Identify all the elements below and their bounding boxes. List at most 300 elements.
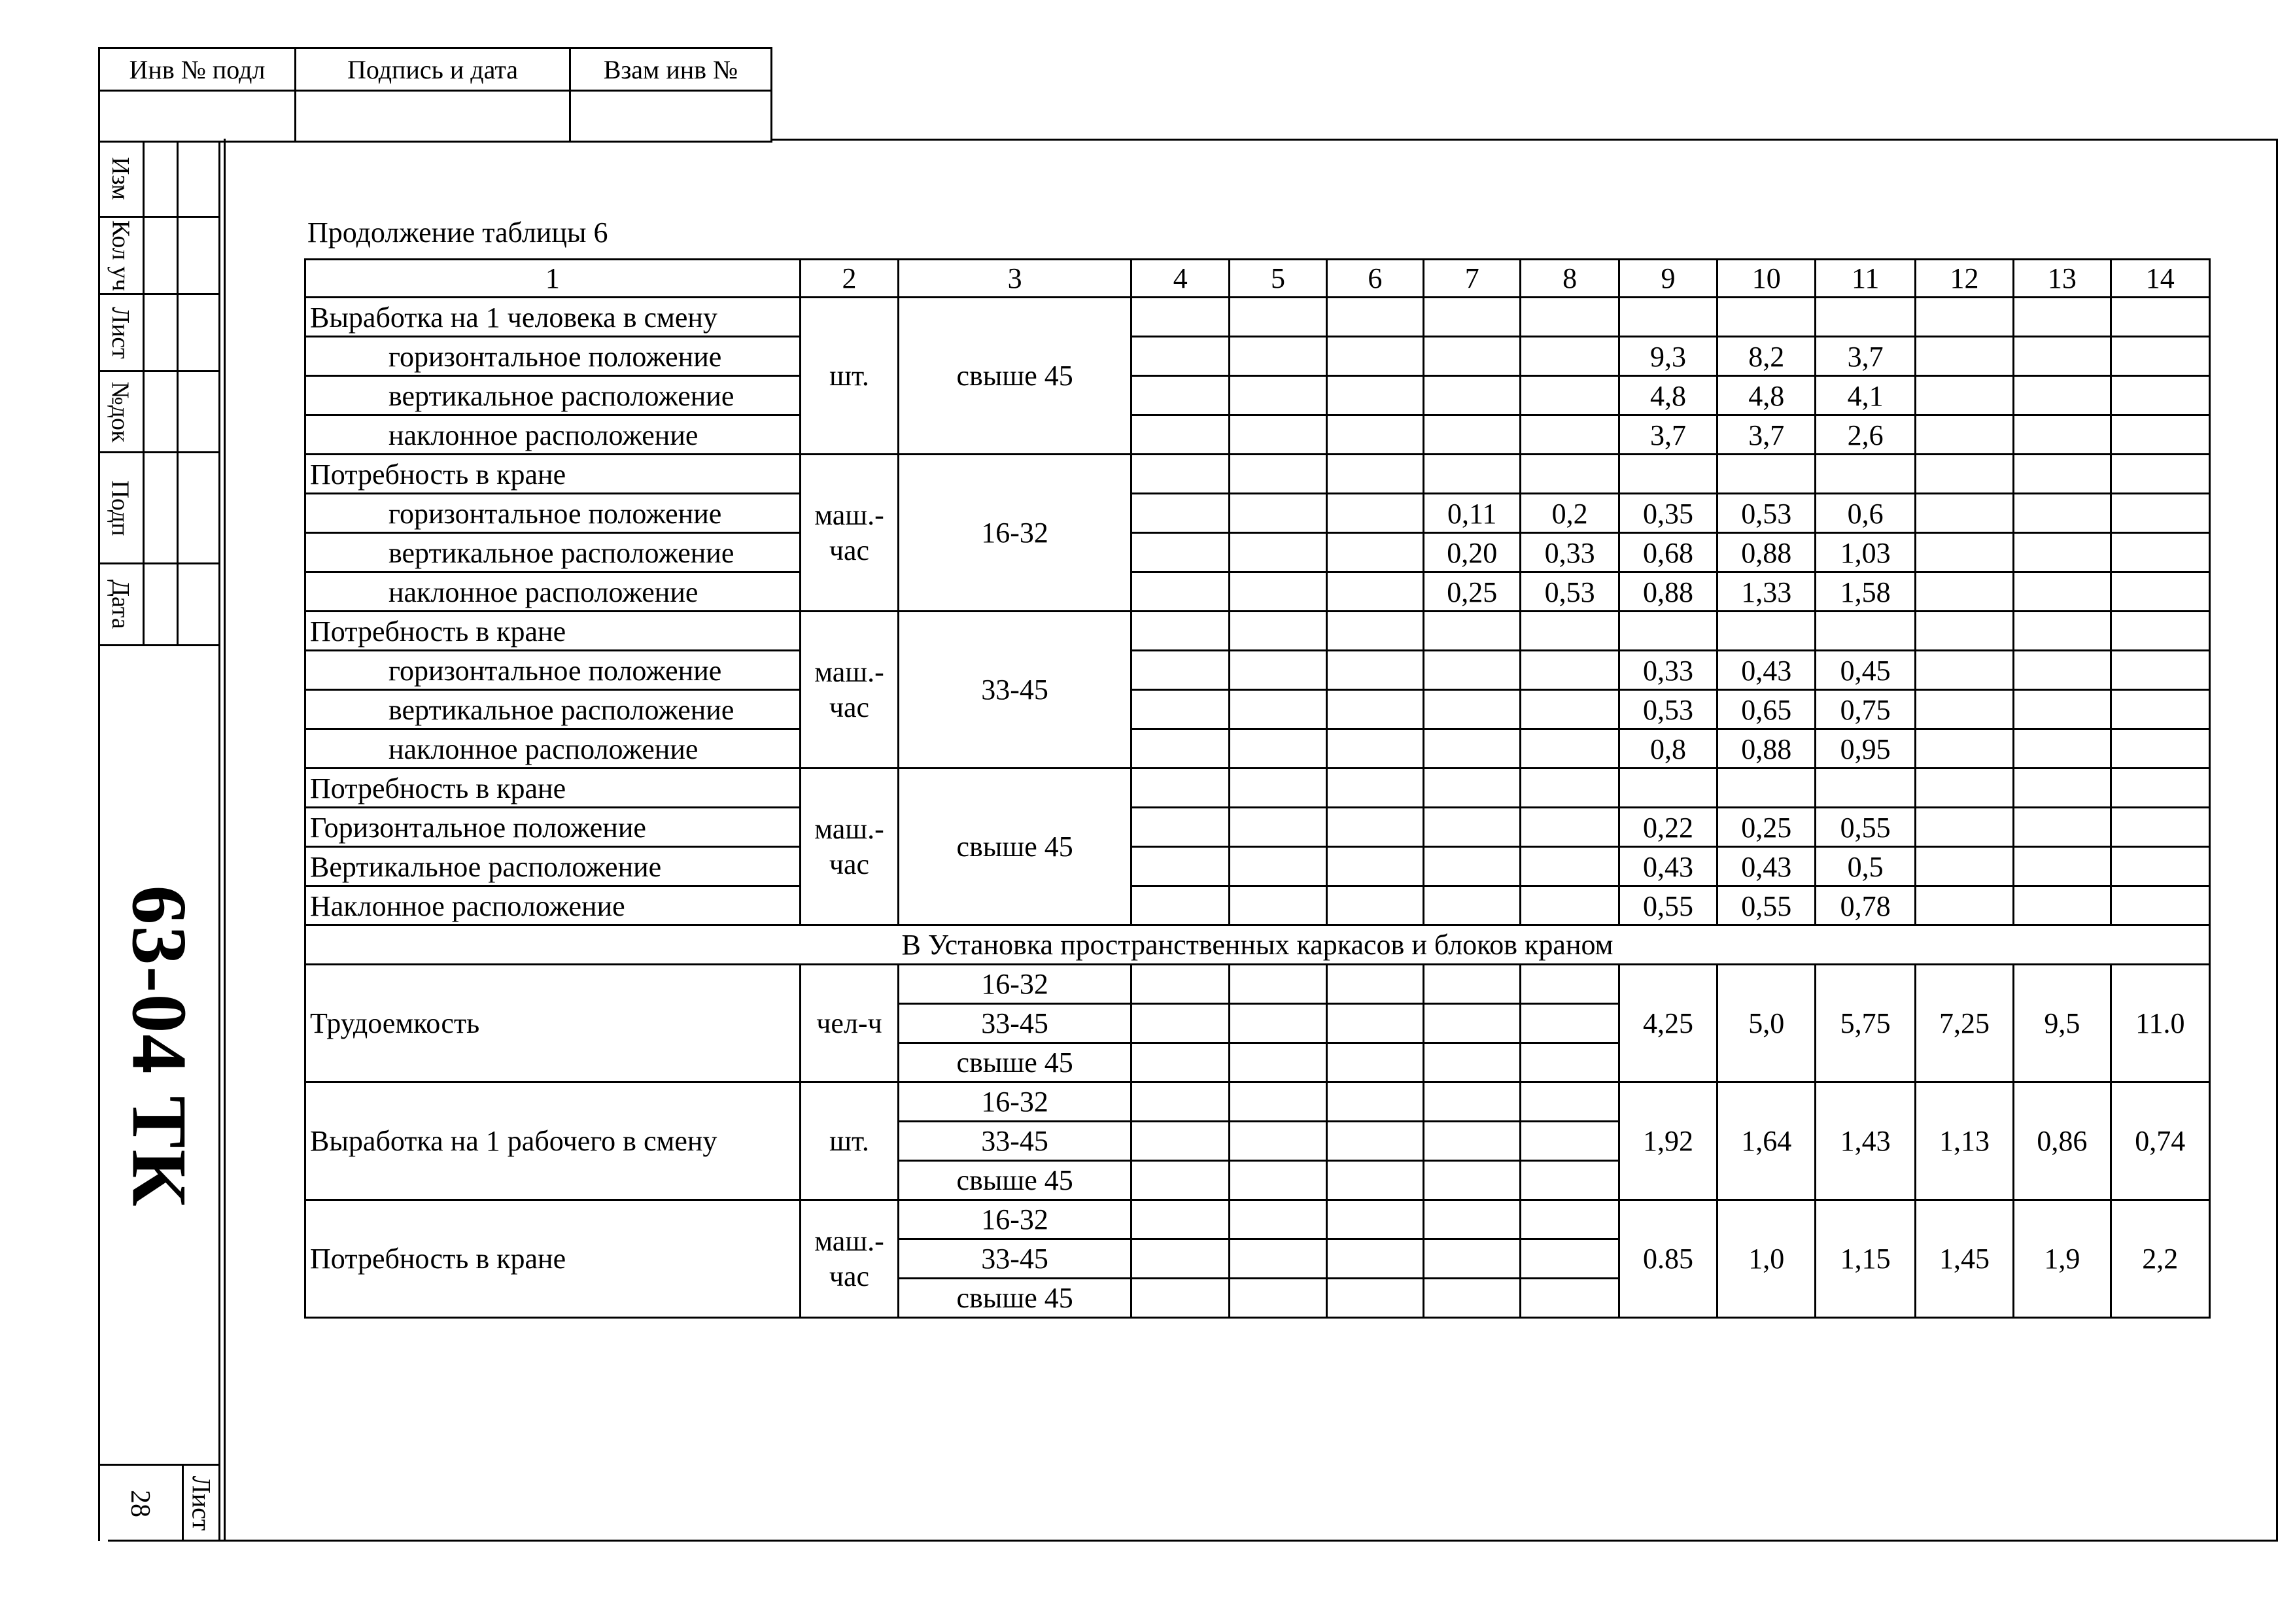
value-cell [1915, 886, 2013, 925]
value-cell [1326, 1279, 1423, 1318]
value-cell: 0,53 [1717, 494, 1816, 533]
value-cell [1131, 612, 1230, 651]
value-cell: 0,78 [1816, 886, 1915, 925]
value-cell [1230, 1004, 1326, 1043]
value-cell [1915, 494, 2013, 533]
range-cell: 33-45 [899, 1122, 1131, 1161]
value-cell [1424, 1239, 1521, 1279]
value-cell [1915, 847, 2013, 886]
range-cell: 16-32 [899, 1082, 1131, 1122]
value-cell: 4,8 [1619, 376, 1717, 415]
range-cell: свыше 45 [899, 298, 1131, 455]
row-label: вертикальное расположение [305, 376, 801, 415]
value-cell: 1,9 [2014, 1200, 2111, 1318]
value-cell: 0,33 [1521, 533, 1619, 572]
value-cell [1131, 1239, 1230, 1279]
value-cell [2014, 651, 2111, 690]
inv-no-label: Инв № подл [99, 48, 296, 91]
value-cell: 1,45 [1915, 1200, 2013, 1318]
value-cell [1424, 1279, 1521, 1318]
value-cell: 2,6 [1816, 415, 1915, 455]
value-cell [1326, 808, 1423, 847]
value-cell [1326, 886, 1423, 925]
value-cell: 0,11 [1424, 494, 1521, 533]
sidebar-label-ndok [98, 372, 143, 451]
value-cell [1230, 886, 1326, 925]
value-cell [1424, 1161, 1521, 1200]
unit-cell: маш.- час [800, 1200, 898, 1318]
value-cell [2014, 847, 2111, 886]
value-cell [2111, 298, 2209, 337]
row-label: Наклонное расположение [305, 886, 801, 925]
value-cell [2014, 494, 2111, 533]
value-cell [1915, 651, 2013, 690]
value-cell: 11.0 [2111, 965, 2209, 1082]
value-cell [1915, 415, 2013, 455]
row-label: наклонное расположение [305, 415, 801, 455]
value-cell [1326, 1004, 1423, 1043]
row-label: горизонтальное положение [305, 651, 801, 690]
value-cell [1619, 298, 1717, 337]
value-cell [1230, 847, 1326, 886]
col-header-11: 11 [1816, 260, 1915, 298]
replaced-inv-value [570, 91, 772, 142]
value-cell [2111, 376, 2209, 415]
col-header-7: 7 [1424, 260, 1521, 298]
table-row [305, 651, 2210, 690]
value-cell [1915, 533, 2013, 572]
value-cell [2014, 572, 2111, 612]
value-cell [2111, 494, 2209, 533]
table-row [305, 729, 2210, 769]
header-row [305, 260, 2210, 298]
section-b-title: В Установка пространственных каркасов и блоков краном [305, 925, 2210, 965]
col-header-14: 14 [2111, 260, 2209, 298]
value-cell [1131, 337, 1230, 376]
col-header-10: 10 [1717, 260, 1816, 298]
value-cell [1326, 1239, 1423, 1279]
table-row [305, 690, 2210, 729]
value-cell [1521, 1122, 1619, 1161]
value-cell [1326, 1043, 1423, 1082]
value-cell [1619, 455, 1717, 494]
value-cell: 0,75 [1816, 690, 1915, 729]
table-row [305, 572, 2210, 612]
value-cell [2111, 886, 2209, 925]
sidebar-label-ndok-text: №док [107, 381, 134, 443]
value-cell [1131, 298, 1230, 337]
range-cell: свыше 45 [899, 1043, 1131, 1082]
unit-cell: маш.- час [800, 455, 898, 612]
value-cell [1131, 965, 1230, 1004]
value-cell [1521, 1279, 1619, 1318]
value-cell [1326, 533, 1423, 572]
value-cell: 7,25 [1915, 965, 2013, 1082]
value-cell [1131, 808, 1230, 847]
value-cell [1131, 1004, 1230, 1043]
value-cell [1521, 1043, 1619, 1082]
value-cell [1326, 651, 1423, 690]
value-cell [1230, 1043, 1326, 1082]
value-cell [1230, 1279, 1326, 1318]
value-cell [1131, 1122, 1230, 1161]
value-cell: 0,86 [2014, 1082, 2111, 1200]
unit-cell: шт. [800, 1082, 898, 1200]
table-row [305, 612, 2210, 651]
sidebar-label-podp [98, 453, 143, 562]
value-cell: 0,25 [1717, 808, 1816, 847]
table-row [305, 808, 2210, 847]
value-cell: 0,43 [1717, 651, 1816, 690]
value-cell [1816, 769, 1915, 808]
unit-cell: шт. [800, 298, 898, 455]
sidebar-label-izm [98, 141, 143, 216]
value-cell [1131, 886, 1230, 925]
value-cell [2014, 886, 2111, 925]
replaced-inv-label: Взам инв № [570, 48, 772, 91]
value-cell [1521, 612, 1619, 651]
value-cell [1619, 612, 1717, 651]
value-cell [1131, 572, 1230, 612]
value-cell: 5,75 [1816, 965, 1915, 1082]
value-cell [1521, 769, 1619, 808]
col-header-8: 8 [1521, 260, 1619, 298]
value-cell: 0.85 [1619, 1200, 1717, 1318]
signature-date-value [296, 91, 570, 142]
range-cell: свыше 45 [899, 1279, 1131, 1318]
value-cell: 2,2 [2111, 1200, 2209, 1318]
value-cell [1717, 298, 1816, 337]
value-cell: 5,0 [1717, 965, 1816, 1082]
range-cell: свыше 45 [899, 769, 1131, 925]
value-cell [1230, 572, 1326, 612]
value-cell [2111, 533, 2209, 572]
col-header-9: 9 [1619, 260, 1717, 298]
table-row [305, 415, 2210, 455]
value-cell [1326, 612, 1423, 651]
doc-code-cell [98, 818, 220, 1275]
table-row [305, 769, 2210, 808]
value-cell [1424, 769, 1521, 808]
value-cell: 1,92 [1619, 1082, 1717, 1200]
value-cell [1915, 690, 2013, 729]
value-cell [1230, 494, 1326, 533]
value-cell [1424, 965, 1521, 1004]
value-cell [1326, 494, 1423, 533]
value-cell: 1,64 [1717, 1082, 1816, 1200]
value-cell [1424, 729, 1521, 769]
signature-date-label: Подпись и дата [296, 48, 570, 91]
value-cell: 0,53 [1619, 690, 1717, 729]
value-cell [1521, 298, 1619, 337]
row-label: Потребность в кране [305, 1200, 801, 1318]
unit-cell: маш.- час [800, 612, 898, 769]
col-header-2: 2 [800, 260, 898, 298]
value-cell [1424, 415, 1521, 455]
value-cell [1915, 572, 2013, 612]
table-row [305, 886, 2210, 925]
inv-no-value [99, 91, 296, 142]
value-cell: 0,20 [1424, 533, 1521, 572]
value-cell [1915, 612, 2013, 651]
table-row [305, 533, 2210, 572]
value-cell [1521, 729, 1619, 769]
value-cell [1424, 298, 1521, 337]
row-label: вертикальное расположение [305, 690, 801, 729]
sheet-label-cell [184, 1466, 218, 1541]
value-cell [1131, 415, 1230, 455]
value-cell [1230, 376, 1326, 415]
value-cell [1230, 1122, 1326, 1161]
value-cell: 1,43 [1816, 1082, 1915, 1200]
value-cell: 4,25 [1619, 965, 1717, 1082]
frame-bottom-line [108, 1540, 2278, 1542]
frame-left-line [224, 139, 226, 1542]
value-cell: 0,88 [1717, 729, 1816, 769]
value-cell [2014, 415, 2111, 455]
value-cell [2014, 808, 2111, 847]
value-cell [2111, 455, 2209, 494]
value-cell [1326, 337, 1423, 376]
range-cell: 33-45 [899, 1239, 1131, 1279]
unit-cell: чел-ч [800, 965, 898, 1082]
col-header-4: 4 [1131, 260, 1230, 298]
value-cell [1326, 1082, 1423, 1122]
value-cell [1230, 1239, 1326, 1279]
value-cell [1424, 808, 1521, 847]
value-cell [2111, 612, 2209, 651]
value-cell: 9,3 [1619, 337, 1717, 376]
value-cell: 0,33 [1619, 651, 1717, 690]
value-cell: 0,43 [1619, 847, 1717, 886]
row-label: Трудоемкость [305, 965, 801, 1082]
sidebar-label-podp-text: Подп [107, 479, 134, 536]
value-cell [2111, 337, 2209, 376]
value-cell [2014, 729, 2111, 769]
value-cell: 0,6 [1816, 494, 1915, 533]
value-cell [1326, 415, 1423, 455]
value-cell [1424, 1200, 1521, 1239]
sidebar-label-list-text: Лист [107, 306, 134, 359]
col-header-13: 13 [2014, 260, 2111, 298]
value-cell [1424, 1004, 1521, 1043]
table-row [305, 847, 2210, 886]
value-cell [1131, 651, 1230, 690]
value-cell [1230, 533, 1326, 572]
value-cell [1521, 376, 1619, 415]
col-header-3: 3 [899, 260, 1131, 298]
value-cell [1326, 729, 1423, 769]
value-cell: 0,25 [1424, 572, 1521, 612]
value-cell: 0,35 [1619, 494, 1717, 533]
value-cell [1326, 690, 1423, 729]
sidebar-label-data-text: Дата [107, 579, 134, 629]
group-title: Выработка на 1 человека в смену [305, 298, 801, 337]
table-row [305, 337, 2210, 376]
value-cell [2111, 808, 2209, 847]
row-label: горизонтальное положение [305, 494, 801, 533]
sidebar-divider-5 [98, 644, 220, 646]
value-cell [1424, 651, 1521, 690]
value-cell [1230, 1082, 1326, 1122]
col-header-6: 6 [1326, 260, 1423, 298]
table-row [305, 1082, 2210, 1122]
value-cell [1717, 455, 1816, 494]
range-cell: 16-32 [899, 965, 1131, 1004]
value-cell [1521, 337, 1619, 376]
value-cell [1521, 1239, 1619, 1279]
value-cell [2111, 729, 2209, 769]
frame-top-line [770, 139, 2278, 141]
value-cell: 9,5 [2014, 965, 2111, 1082]
value-cell [1230, 769, 1326, 808]
value-cell: 0,2 [1521, 494, 1619, 533]
value-cell [1326, 1161, 1423, 1200]
value-cell [1717, 769, 1816, 808]
value-cell [1915, 455, 2013, 494]
value-cell [1131, 455, 1230, 494]
value-cell [2014, 337, 2111, 376]
range-cell: свыше 45 [899, 1161, 1131, 1200]
value-cell [1424, 1043, 1521, 1082]
group-title: Потребность в кране [305, 455, 801, 494]
value-cell [1326, 965, 1423, 1004]
value-cell: 0,95 [1816, 729, 1915, 769]
doc-code: 63-04 ТК [116, 885, 203, 1208]
value-cell: 0,53 [1521, 572, 1619, 612]
row-label: Вертикальное расположение [305, 847, 801, 886]
value-cell: 8,2 [1717, 337, 1816, 376]
value-cell [1915, 337, 2013, 376]
table-caption: Продолжение таблицы 6 [307, 216, 608, 249]
value-cell [1131, 1082, 1230, 1122]
sidebar-label-izm-text: Изм [107, 157, 134, 200]
value-cell [1230, 612, 1326, 651]
value-cell [1230, 690, 1326, 729]
value-cell [1131, 1200, 1230, 1239]
value-cell: 0,55 [1816, 808, 1915, 847]
row-label: Горизонтальное положение [305, 808, 801, 847]
sheet-label: Лист [186, 1476, 216, 1531]
value-cell [1131, 769, 1230, 808]
value-cell: 3,7 [1717, 415, 1816, 455]
value-cell [2014, 690, 2111, 729]
sheet-number-cell [98, 1466, 182, 1541]
value-cell [1521, 455, 1619, 494]
sidebar-label-kol [98, 218, 143, 293]
value-cell [1424, 690, 1521, 729]
value-cell: 0,43 [1717, 847, 1816, 886]
value-cell [1424, 455, 1521, 494]
value-cell: 1,33 [1717, 572, 1816, 612]
value-cell [1915, 298, 2013, 337]
value-cell [1131, 729, 1230, 769]
row-label: наклонное расположение [305, 572, 801, 612]
value-cell [1131, 494, 1230, 533]
value-cell [1131, 1279, 1230, 1318]
value-cell [1521, 1004, 1619, 1043]
value-cell [1424, 337, 1521, 376]
top-stamp [98, 47, 772, 143]
value-cell [1230, 1161, 1326, 1200]
frame-right-line [2276, 139, 2278, 1542]
table-row [305, 965, 2210, 1004]
value-cell [1424, 376, 1521, 415]
value-cell: 0,88 [1619, 572, 1717, 612]
value-cell [1521, 690, 1619, 729]
row-label: наклонное расположение [305, 729, 801, 769]
value-cell [1915, 808, 2013, 847]
value-cell [1131, 1043, 1230, 1082]
value-cell [1424, 1082, 1521, 1122]
group-title: Потребность в кране [305, 769, 801, 808]
value-cell [1230, 651, 1326, 690]
value-cell [1230, 808, 1326, 847]
value-cell: 1,13 [1915, 1082, 2013, 1200]
sidebar-label-list [98, 295, 143, 370]
value-cell [1521, 1082, 1619, 1122]
value-cell [1326, 769, 1423, 808]
value-cell: 4,8 [1717, 376, 1816, 415]
value-cell [1326, 1200, 1423, 1239]
value-cell [1230, 729, 1326, 769]
value-cell [2014, 455, 2111, 494]
value-cell [1326, 455, 1423, 494]
value-cell: 3,7 [1816, 337, 1915, 376]
value-cell: 0,68 [1619, 533, 1717, 572]
value-cell [1521, 886, 1619, 925]
value-cell [1230, 337, 1326, 376]
range-cell: 16-32 [899, 1200, 1131, 1239]
main-table [304, 258, 2211, 1319]
value-cell: 0,8 [1619, 729, 1717, 769]
value-cell: 0,5 [1816, 847, 1915, 886]
value-cell [1131, 1161, 1230, 1200]
row-label: горизонтальное положение [305, 337, 801, 376]
range-cell: 33-45 [899, 1004, 1131, 1043]
value-cell [1521, 1161, 1619, 1200]
row-label: вертикальное расположение [305, 533, 801, 572]
value-cell [2111, 690, 2209, 729]
value-cell [2014, 376, 2111, 415]
value-cell: 0,55 [1619, 886, 1717, 925]
value-cell [1424, 612, 1521, 651]
value-cell: 0,74 [2111, 1082, 2209, 1200]
col-header-5: 5 [1230, 260, 1326, 298]
table-row [305, 376, 2210, 415]
value-cell [2111, 769, 2209, 808]
value-cell [2111, 847, 2209, 886]
row-label: Выработка на 1 рабочего в смену [305, 1082, 801, 1200]
value-cell [1326, 847, 1423, 886]
value-cell [1816, 455, 1915, 494]
value-cell [1230, 455, 1326, 494]
value-cell [1424, 886, 1521, 925]
value-cell [1521, 808, 1619, 847]
value-cell [1521, 965, 1619, 1004]
value-cell [1326, 1122, 1423, 1161]
value-cell [1915, 376, 2013, 415]
table-row [305, 494, 2210, 533]
value-cell [1619, 769, 1717, 808]
value-cell [1521, 1200, 1619, 1239]
col-header-1: 1 [305, 260, 801, 298]
value-cell: 0,65 [1717, 690, 1816, 729]
value-cell [1915, 729, 2013, 769]
col-header-12: 12 [1915, 260, 2013, 298]
table-row [305, 1200, 2210, 1239]
value-cell [1521, 651, 1619, 690]
